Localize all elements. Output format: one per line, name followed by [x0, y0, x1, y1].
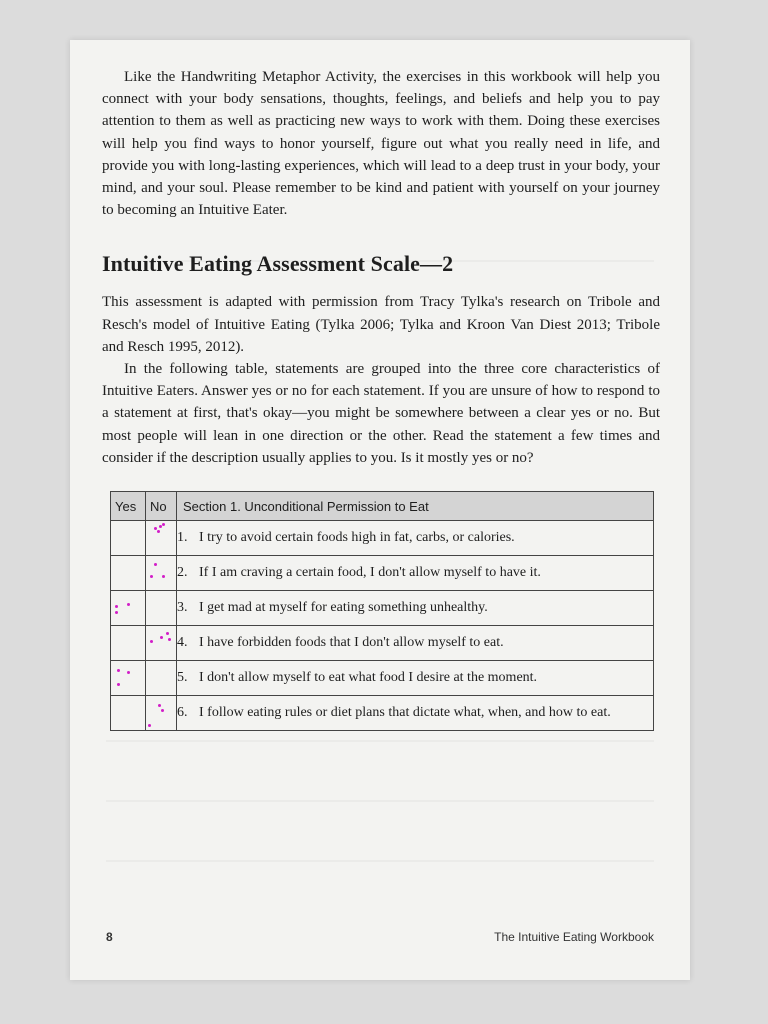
statement-cell [177, 591, 654, 626]
bleed-through-line [106, 740, 654, 742]
pen-mark [117, 669, 120, 672]
column-no: No [146, 492, 177, 521]
table-row [111, 661, 654, 696]
intro-paragraph: Like the Handwriting Metaphor Activity, the exercises in this workbook will help you connect with your body sensations, thoughts, feelings, and beliefs and help you to pay attention to them as well as practicing new ways to work with them. Doing these exercises will help you find ways to honor yourself, figure out what you really need in life, and provide you with long-lasting experiences, which will lead to a deep trust in your body, your mind, and your soul. Please remember to be kind and patient with yourself on your journey to becoming an Intuitive Eater. [102, 69, 660, 219]
statement-number: 1. [177, 530, 188, 546]
no-box-5[interactable] [146, 661, 177, 696]
no-box-2[interactable] [146, 556, 177, 591]
pen-mark [162, 523, 165, 526]
statement-text: I have forbidden foods that I don't allow myself to eat. [199, 635, 504, 651]
statement-text: I don't allow myself to eat what food I desire at the moment. [199, 670, 538, 686]
statement-text: I get mad at myself for eating something unhealthy. [199, 600, 488, 616]
pen-mark [158, 704, 161, 707]
statement-cell [177, 696, 654, 731]
statement-number: 3. [177, 600, 188, 616]
assessment-paragraph-2: In the following table, statements are grouped into the three core characteristics of Intuitive Eaters. Answer yes or no for each statement. If you are unsure of how to respond to a statement at first, that's okay—you might be somewhere between a clear yes or no. But most people will lean in one direction or the other. Read the statement a few times and consider if the description usually applies to you. Is it mostly yes or no? [102, 361, 660, 466]
pen-mark [154, 563, 157, 566]
no-box-6[interactable] [146, 696, 177, 731]
yes-box-1[interactable] [111, 521, 146, 556]
no-box-4[interactable] [146, 626, 177, 661]
pen-mark [148, 724, 151, 727]
table-row [111, 626, 654, 661]
yes-box-5[interactable] [111, 661, 146, 696]
yes-box-6[interactable] [111, 696, 146, 731]
statement-cell [177, 626, 654, 661]
assessment-table [110, 491, 654, 731]
statement-number: 5. [177, 670, 188, 686]
statement-cell [177, 521, 654, 556]
workbook-page [70, 40, 690, 980]
assessment-paragraph-1: This assessment is adapted with permission from Tracy Tylka's research on Tribole and Resch's model of Intuitive Eating (Tylka 2006; Tylka and Kroon Van Diest 2013; Tribole and Resch 1995, 2012). [102, 294, 660, 355]
table-row [111, 556, 654, 591]
section-heading: Intuitive Eating Assessment Scale—2 [102, 251, 454, 277]
pen-mark [161, 709, 164, 712]
table-row [111, 696, 654, 731]
pen-mark [157, 530, 160, 533]
no-box-3[interactable] [146, 591, 177, 626]
bleed-through-line [106, 800, 654, 802]
table-header-row [111, 492, 654, 521]
statement-number: 4. [177, 635, 188, 651]
yes-box-2[interactable] [111, 556, 146, 591]
section-title: Section 1. Unconditional Permission to Eat [177, 492, 654, 521]
column-yes: Yes [111, 492, 146, 521]
table-row [111, 591, 654, 626]
pen-mark [168, 638, 171, 641]
pen-mark [115, 611, 118, 614]
book-title: The Intuitive Eating Workbook [494, 930, 654, 944]
statement-cell [177, 661, 654, 696]
pen-mark [160, 636, 163, 639]
bleed-through-line [106, 860, 654, 862]
pen-mark [117, 683, 120, 686]
yes-box-4[interactable] [111, 626, 146, 661]
statement-text: If I am craving a certain food, I don't allow myself to have it. [199, 565, 541, 581]
statement-number: 6. [177, 705, 188, 721]
pen-mark [166, 632, 169, 635]
statement-text: I follow eating rules or diet plans that dictate what, when, and how to eat. [199, 705, 611, 721]
pen-mark [127, 671, 130, 674]
page-number: 8 [106, 930, 113, 944]
no-box-1[interactable] [146, 521, 177, 556]
yes-box-3[interactable] [111, 591, 146, 626]
statement-text: I try to avoid certain foods high in fat, carbs, or calories. [199, 530, 515, 546]
pen-mark [127, 603, 130, 606]
statement-number: 2. [177, 565, 188, 581]
pen-mark [150, 640, 153, 643]
statement-cell [177, 556, 654, 591]
pen-mark [115, 605, 118, 608]
page-content [102, 66, 660, 731]
pen-mark [162, 575, 165, 578]
pen-mark [150, 575, 153, 578]
table-row [111, 521, 654, 556]
